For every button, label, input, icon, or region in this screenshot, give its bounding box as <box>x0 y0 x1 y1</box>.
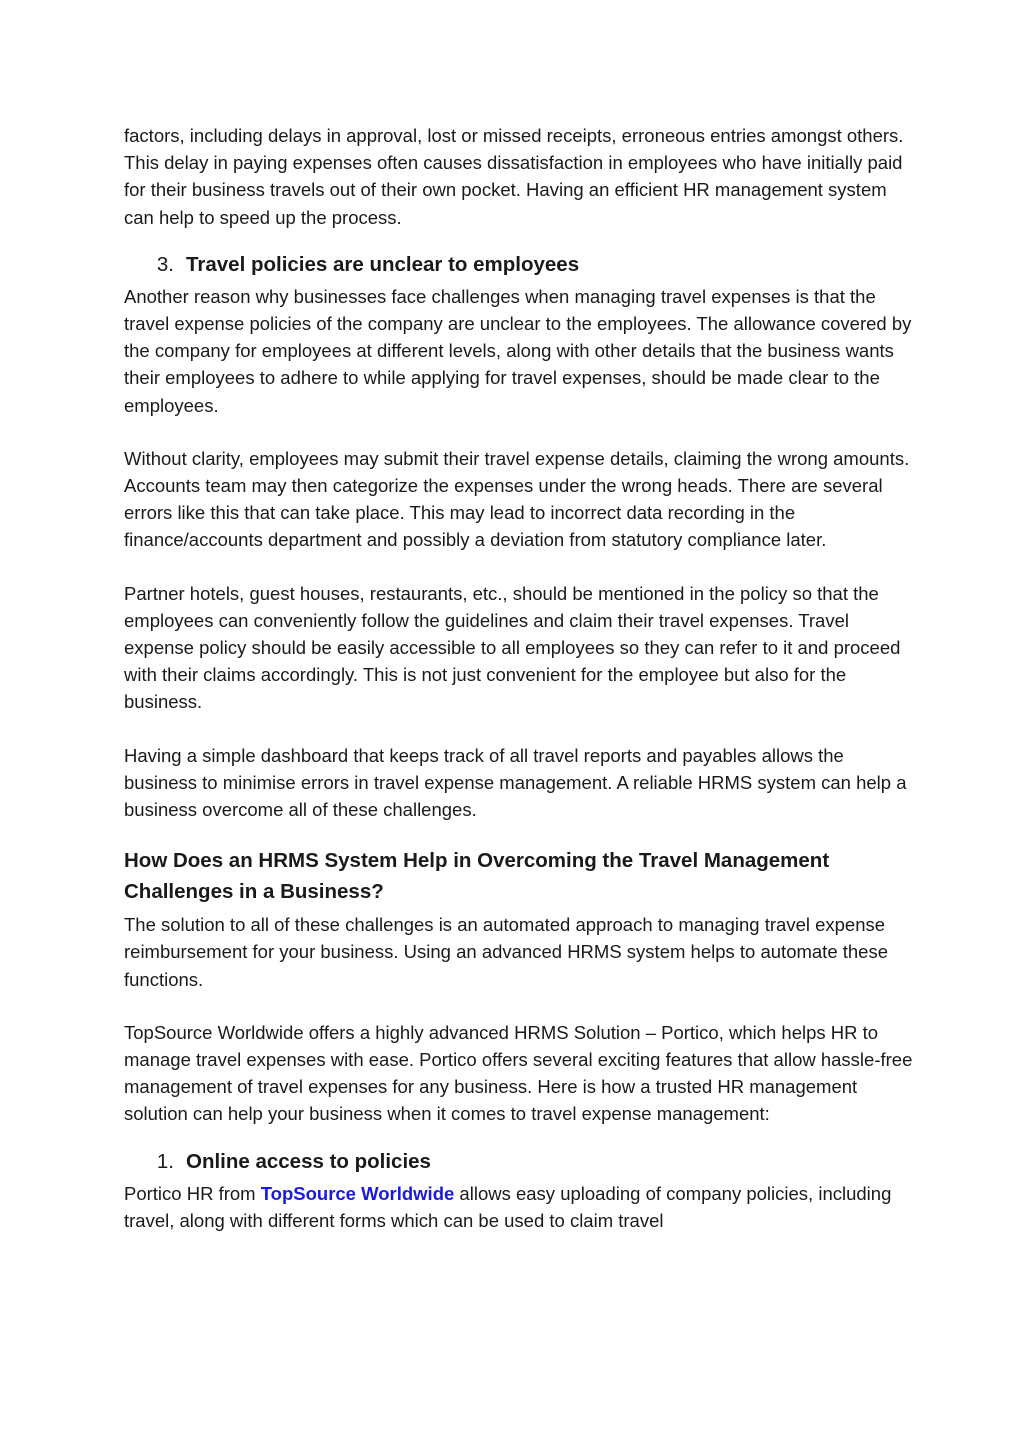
paragraph-policy-2: Without clarity, employees may submit their travel expense details, claiming the wrong amounts. Accounts team may then categorize the expenses under the wrong heads. There are several errors like this that can take place. This may lead to incorrect data recording in the finance/accounts department and possibly a deviation from statutory compliance later. <box>124 447 910 551</box>
heading-number: 3. <box>156 252 174 276</box>
paragraph-solution-2: TopSource Worldwide offers a highly advanced HRMS Solution – Portico, which helps HR to manage travel expenses with ease. Portico offers several exciting features that allow hassle-free management of travel expenses for any business. Here is how a trusted HR management solution can help your business when it comes to travel expense management: <box>124 1021 913 1125</box>
heading-number: 1. <box>156 1149 174 1173</box>
text-after-link: allows easy uploading of company policies, including travel, along with different forms which can be used to claim travel <box>124 1182 892 1231</box>
paragraph-online-access <box>124 1180 913 1234</box>
text-before-link: Portico HR from <box>124 1182 261 1204</box>
heading-title: Travel policies are unclear to employees <box>186 252 580 276</box>
paragraph-policy-3: Partner hotels, guest houses, restaurants, etc., should be mentioned in the policy so that the employees can conveniently follow the guidelines and claim their travel expenses. Travel expense policy should be easily accessible to all employees so they can refer to it and proceed with their claims accordingly. This is not just convenient for the employee but also for the business. <box>124 582 901 713</box>
paragraph-policy-1: Another reason why businesses face challenges when managing travel expenses is that the travel expense policies of the company are unclear to the employees. The allowance covered by the company for employees at different levels, along with other details that the business wants their employees to adhere to while applying for travel expenses, should be made clear to the employees. <box>124 285 912 416</box>
topsource-worldwide-link[interactable]: TopSource Worldwide <box>260 1182 455 1204</box>
paragraph-policy-4: Having a simple dashboard that keeps track of all travel reports and payables allows the business to minimise errors in travel expense management. A reliable HRMS system can help a business overcome all of these challenges. <box>124 744 907 821</box>
heading-title: Online access to policies <box>186 1149 431 1173</box>
heading-travel-policies <box>124 251 913 279</box>
paragraph-solution-1: The solution to all of these challenges is an automated approach to managing travel expense reimbursement for your business. Using an advanced HRMS system helps to automate these functions. <box>124 914 889 990</box>
paragraph-intro: factors, including delays in approval, lost or missed receipts, erroneous entries amongst others. This delay in paying expenses often causes dissatisfaction in employees who have initially paid for their business travels out of their own pocket. Having an efficient HR management system can help to speed up the process. <box>124 125 904 228</box>
heading-online-access <box>124 1148 913 1176</box>
section-heading-hrms: How Does an HRMS System Help in Overcoming the Travel Management Challenges in a Business? <box>124 849 830 904</box>
